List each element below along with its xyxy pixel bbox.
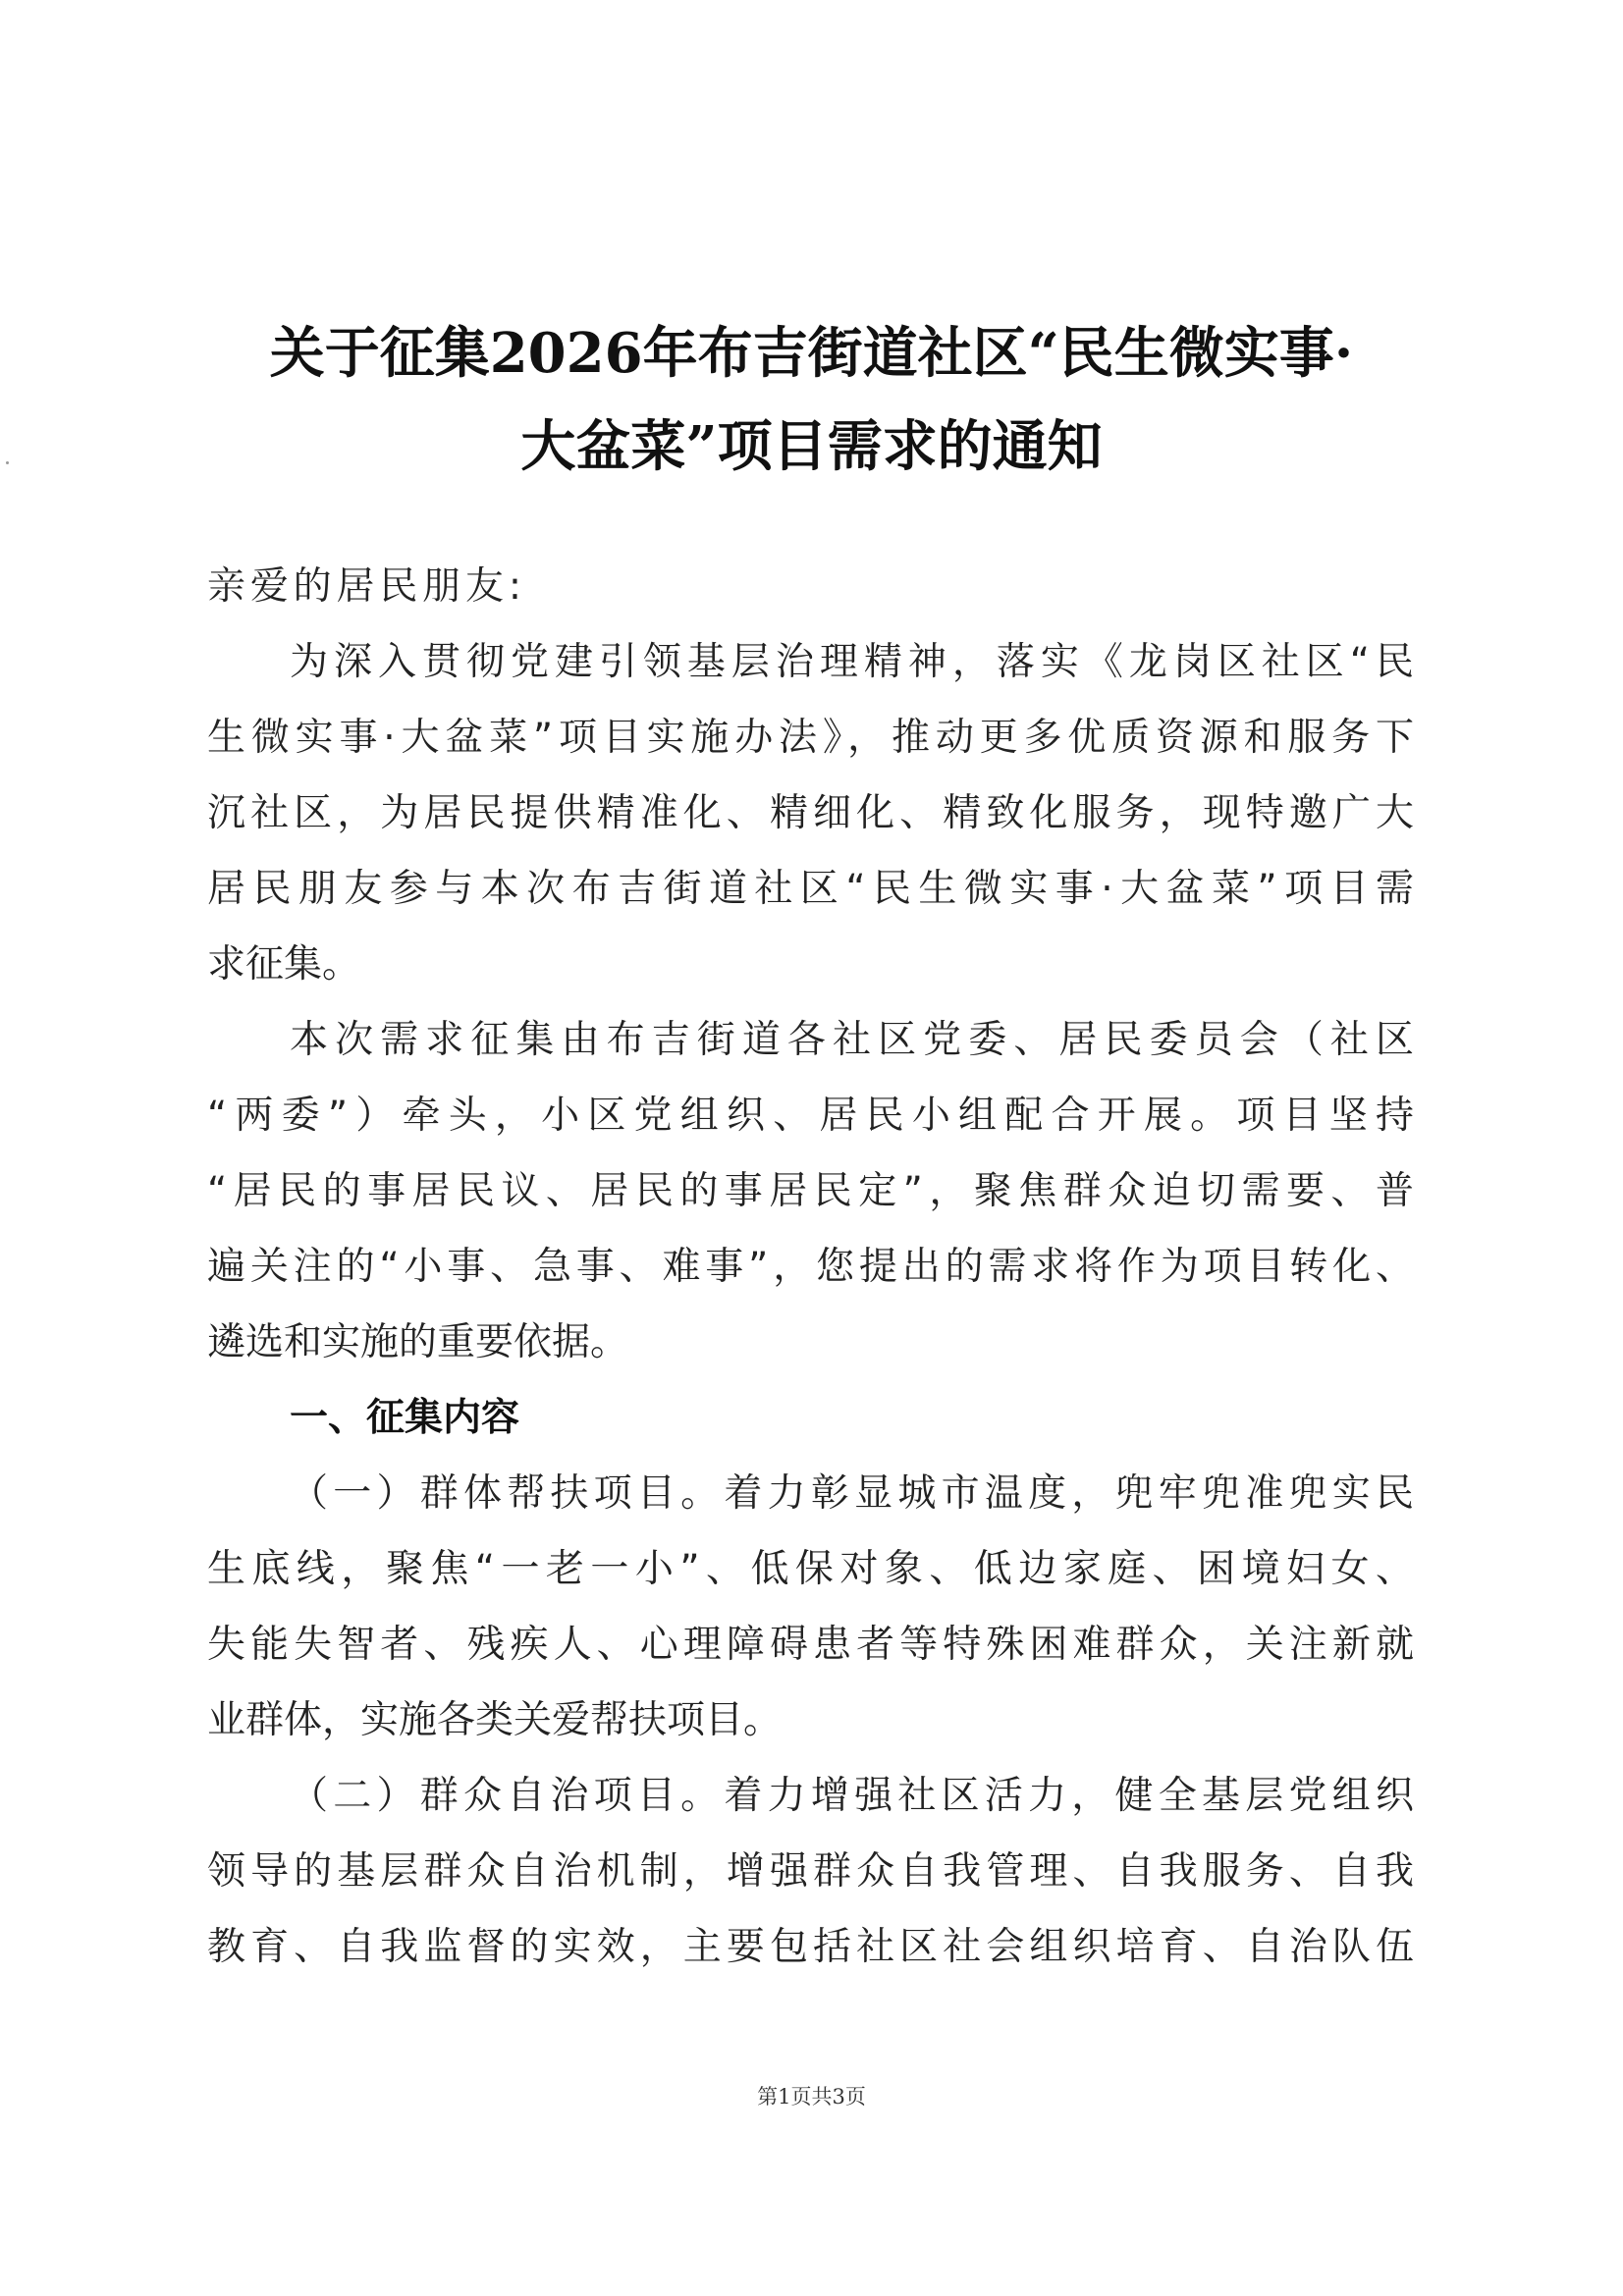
section-line-text: 业群体，实施各类关爱帮扶项目。 [207,1698,783,1742]
body-line-text: 沉社区，为居民提供精准化、精细化、精致化服务，现特邀广大 [207,791,1414,835]
body-line-text: 居民朋友参与本次布吉街道社区“民生微实事·大盆菜”项目需 [207,867,1414,911]
scan-speck [6,461,9,464]
section-line-text: 生底线，聚焦“一老一小”、低保对象、低边家庭、困境妇女、 [207,1547,1414,1591]
section-line-text: 领导的基层群众自治机制，增强群众自我管理、自我服务、自我 [207,1849,1414,1894]
document-title-line-1: 关于征集2026年布吉街道社区“民生微实事· [269,321,1354,386]
body-line-text: 遴选和实施的重要依据。 [207,1320,629,1364]
section-line-text: 教育、自我监督的实效，主要包括社区社会组织培育、自治队伍 [207,1925,1414,1969]
body-line-text: “两委”）牵头，小区党组织、居民小组配合开展。项目坚持 [207,1094,1414,1138]
page-footer: 第1页共3页 [757,2085,866,2109]
body-line-text: 为深入贯彻党建引领基层治理精神，落实《龙岗区社区“民 [290,640,1414,684]
section-heading-text: 一、征集内容 [290,1396,520,1440]
body-line-text: 遍关注的“小事、急事、难事”，您提出的需求将作为项目转化、 [207,1245,1414,1289]
body-line-text: 本次需求征集由布吉街道各社区党委、居民委员会（社区 [290,1018,1414,1062]
document-title-line-2: 大盆菜”项目需求的通知 [520,414,1103,479]
body-line-text: 生微实事·大盆菜”项目实施办法》，推动更多优质资源和服务下 [207,716,1414,760]
body-line-text: 求征集。 [207,942,361,987]
salutation-text: 亲爱的居民朋友: [207,564,521,609]
body-line-text: “居民的事居民议、居民的事居民定”，聚焦群众迫切需要、普 [207,1169,1414,1213]
section-line-text: 失能失智者、残疾人、心理障碍患者等特殊困难群众，关注新就 [207,1623,1414,1667]
section-line-text: （一）群体帮扶项目。着力彰显城市温度，兜牢兜准兜实民 [290,1471,1414,1516]
section-line-text: （二）群众自治项目。着力增强社区活力，健全基层党组织 [290,1774,1414,1818]
